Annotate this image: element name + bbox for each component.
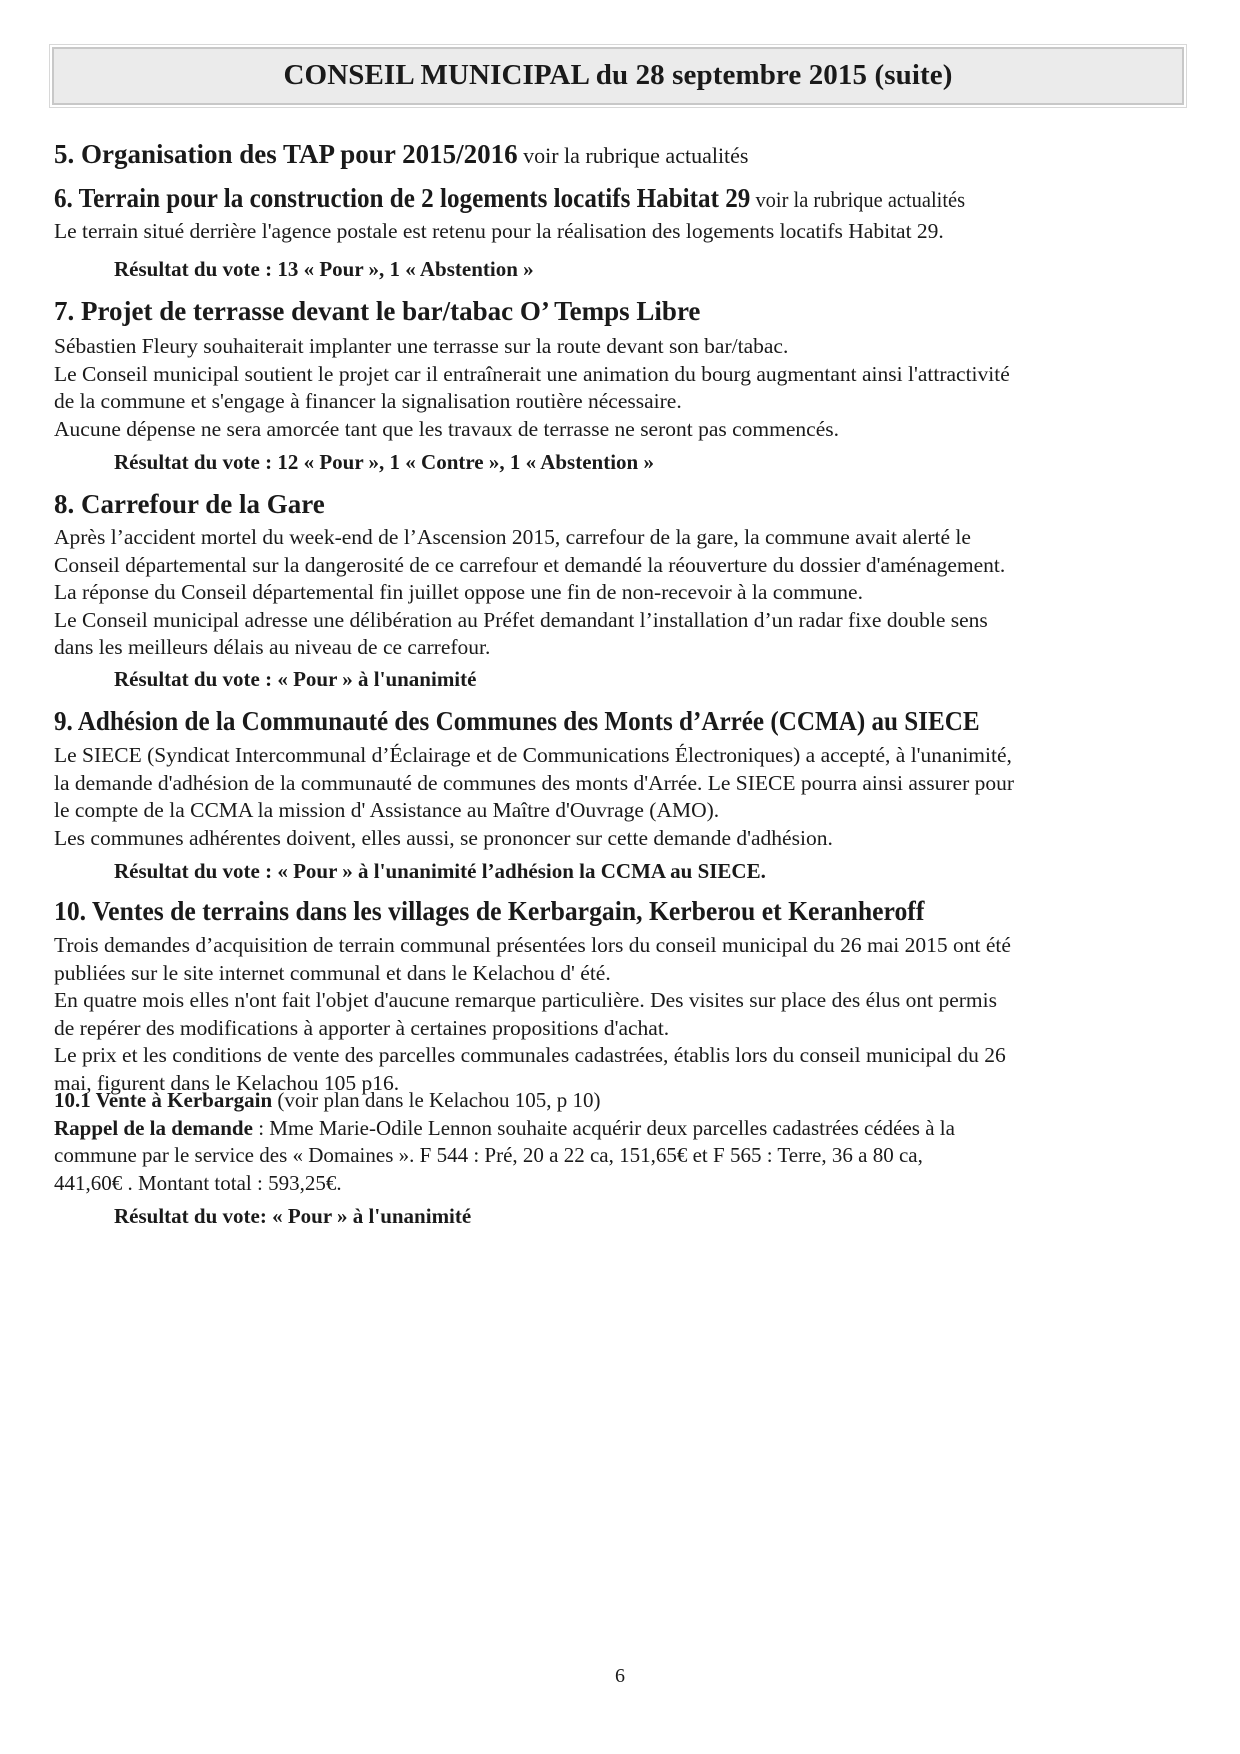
subsection-title: 10.1 Vente à Kerbargain [54,1088,273,1112]
section-7-heading [54,295,1184,327]
vote-result: Résultat du vote : « Pour » à l'unanimité l’adhésion la CCMA au SIECE. [114,859,766,883]
page-title: CONSEIL MUNICIPAL du 28 septembre 2015 (suite) [283,59,953,91]
paragraph-line: la demande d'adhésion de la communauté de communes des monts d'Arrée. Le SIECE pourra ainsi assurer pour [54,770,1015,795]
section-title: Ventes de terrains dans les villages de Kerbargain, Kerberou et Keranheroff [92,896,925,926]
section-number: 9. [54,706,73,736]
section-title: Organisation des TAP pour 2015/2016 [81,139,518,169]
vote-result: Résultat du vote: « Pour » à l'unanimité [114,1204,472,1228]
request-line: 441,60€ . Montant total : 593,25€. [54,1170,342,1195]
header-banner [52,47,1184,105]
paragraph-line: Le Conseil municipal soutient le projet car il entraînerait une animation du bourg augmentant ainsi l'attractivité [54,361,1010,386]
section-8-body [54,524,1184,662]
vote-result: Résultat du vote : 13 « Pour », 1 « Abstention » [114,257,534,281]
paragraph-line: Trois demandes d’acquisition de terrain communal présentées lors du conseil municipal du 26 mai 2015 ont été [54,933,1011,957]
section-title: Terrain pour la construction de 2 logements locatifs Habitat 29 [78,183,751,213]
section-title-tail: voir la rubrique actualités [517,143,749,168]
paragraph-line: mai, figurent dans le Kelachou 105 p16. [54,1070,400,1095]
paragraph-line: dans les meilleurs délais au niveau de ce carrefour. [54,635,491,659]
paragraph-line: Le terrain situé derrière l'agence postale est retenu pour la réalisation des logements locatifs Habitat 29. [54,219,944,243]
request-text: : Mme Marie-Odile Lennon souhaite acquérir deux parcelles cadastrées cédées à la [252,1115,955,1140]
subsection-10-1 [54,1087,1184,1197]
paragraph-line: de repérer des modifications à apporter à certaines propositions d'achat. [54,1015,670,1040]
section-9-heading [54,705,1184,737]
paragraph-line: Le Conseil municipal adresse une délibération au Préfet demandant l’installation d’un radar fixe double sens [54,607,988,632]
subsection-heading [54,1087,1184,1115]
paragraph-line: de la commune et s'engage à financer la signalisation routière nécessaire. [54,389,682,413]
section-6-body [54,218,1184,246]
section-6-heading [54,182,1184,216]
section-title: Carrefour de la Gare [81,489,325,519]
vote-result: Résultat du vote : « Pour » à l'unanimité [114,667,477,691]
subsection-title-tail: (voir plan dans le Kelachou 105, p 10) [272,1088,601,1112]
vote-result: Résultat du vote : 12 « Pour », 1 « Contre », 1 « Abstention » [114,450,654,474]
section-number: 8. [54,489,75,519]
paragraph-line: Après l’accident mortel du week-end de l’Ascension 2015, carrefour de la gare, la commune avait alerté le [54,525,971,549]
section-9-body [54,742,1184,852]
paragraph-line: La réponse du Conseil départemental fin juillet oppose une fin de non-recevoir à la commune. [54,580,863,604]
section-10-body [54,932,1184,1097]
paragraph-line: le compte de la CCMA la mission d' Assistance au Maître d'Ouvrage (AMO). [54,798,720,822]
section-number: 6. [54,183,73,213]
request-line [54,1115,1184,1143]
paragraph-line: Sébastien Fleury souhaiterait implanter une terrasse sur la route devant son bar/tabac. [54,334,789,358]
paragraph-line: En quatre mois elles n'ont fait l'objet d'aucune remarque particulière. Des visites sur place des élus ont permis [54,988,997,1012]
section-10-heading [54,895,1184,927]
section-8-heading [54,488,1184,520]
section-number: 7. [54,296,75,326]
section-number: 10. [54,896,87,926]
request-label: Rappel de la demande [54,1115,253,1140]
paragraph-line: publiées sur le site internet communal et dans le Kelachou d' été. [54,960,611,985]
section-title: Projet de terrasse devant le bar/tabac O’ Temps Libre [81,296,701,326]
paragraph-line: Les communes adhérentes doivent, elles aussi, se prononcer sur cette demande d'adhésion. [54,825,833,850]
section-7-body [54,333,1184,443]
section-title-tail: voir la rubrique actualités [750,187,966,212]
section-5-heading [54,138,1184,172]
page-number: 6 [615,1665,625,1687]
paragraph-line: Le prix et les conditions de vente des parcelles communales cadastrées, établis lors du conseil municipal du 26 [54,1043,1006,1067]
section-number: 5. [54,139,75,169]
section-title: Adhésion de la Communauté des Communes des Monts d’Arrée (CCMA) au SIECE [77,706,980,736]
paragraph-line: Conseil départemental sur la dangerosité de ce carrefour et demandé la réouverture du dossier d'aménagement. [54,552,1006,577]
paragraph-line: Aucune dépense ne sera amorcée tant que les travaux de terrasse ne seront pas commencés. [54,416,840,441]
paragraph-line: Le SIECE (Syndicat Intercommunal d’Éclairage et de Communications Électroniques) a accepté, à l'unanimité, [54,743,1012,767]
request-line: commune par le service des « Domaines ». F 544 : Pré, 20 a 22 ca, 151,65€ et F 565 : Terre, 36 a 80 ca, [54,1143,923,1167]
